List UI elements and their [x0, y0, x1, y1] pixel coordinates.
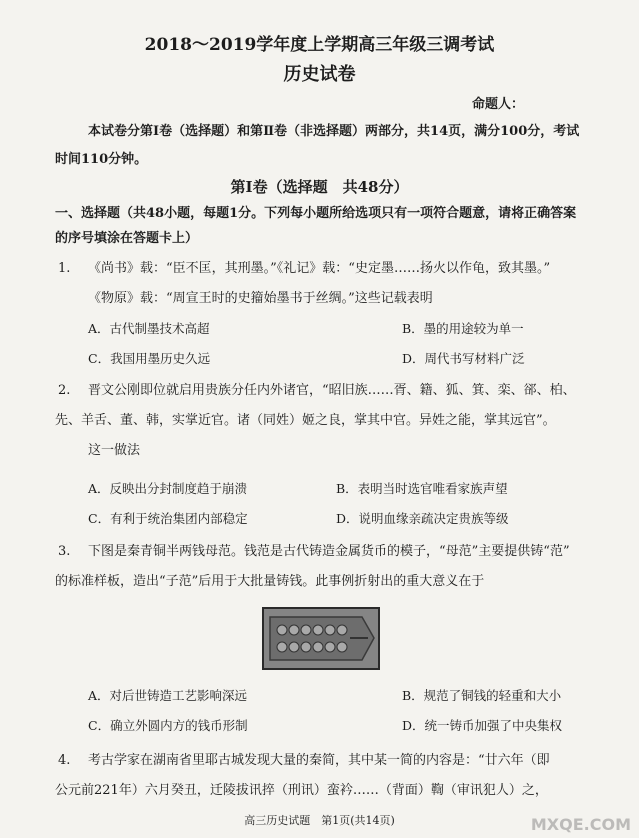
question-4-stem-2: 公元前221年）六月癸丑，迁陵拔讯捽（刑讯）蛮衿……（背面）鞫（审讯犯人）之， [55, 783, 548, 798]
author-label: 命题人： [472, 97, 525, 112]
question-2-option-a[interactable]: A．反映出分封制度趋于崩溃 [88, 481, 248, 496]
question-1-stem-1: 《尚书》载：“臣不匡，其刑墨。”《礼记》载：“史定墨……扬火以作龟，致其墨。” [88, 261, 551, 276]
question-3-option-c[interactable]: C．确立外圆内方的钱币形制 [88, 718, 248, 733]
watermark: MXQE.COM [530, 815, 631, 834]
question-4-number: 4. [58, 753, 71, 768]
question-2-option-b[interactable]: B．表明当时选官唯看家族声望 [336, 481, 508, 496]
question-1-option-a[interactable]: A．古代制墨技术高超 [88, 321, 210, 336]
intro-line-1: 本试卷分第Ⅰ卷（选择题）和第Ⅱ卷（非选择题）两部分，共14页，满分100分，考试 [88, 124, 580, 139]
question-1-option-b[interactable]: B．墨的用途较为单一 [402, 321, 524, 336]
question-4-stem-1: 考古学家在湖南省里耶古城发现大量的秦简，其中某一简的内容是：“廿六年（即 [88, 753, 550, 768]
question-1-option-d[interactable]: D．周代书写材料广泛 [402, 351, 525, 366]
question-3-number: 3. [58, 544, 71, 559]
question-1-stem-2: 《物原》载：“周宣王时的史籀始墨书于丝绸。”这些记载表明 [88, 291, 433, 306]
instruction-line-1: 一、选择题（共48小题，每题1分。下列每小题所给选项只有一项符合题意，请将正确答案 [55, 206, 577, 221]
question-2-number: 2. [58, 383, 71, 398]
question-3-stem-2: 的标准样板，造出“子范”后用于大批量铸钱。此事例折射出的重大意义在于 [55, 574, 485, 589]
question-2-option-c[interactable]: C．有利于统治集团内部稳定 [88, 511, 248, 526]
instruction-line-2: 的序号填涂在答题卡上） [55, 231, 199, 246]
coin-mold-drawing [264, 609, 378, 668]
question-2-stem-1: 晋文公刚即位就启用贵族分任内外诸官，“昭旧族……胥、籍、狐、箕、栾、郤、柏、 [88, 383, 576, 398]
question-3-option-d[interactable]: D．统一铸币加强了中央集权 [402, 718, 563, 733]
question-2-stem-2: 先、羊舌、董、韩，实掌近官。诸（同姓）姬之良，掌其中官。异姓之能，掌其远官”。 [55, 413, 556, 428]
exam-subtitle: 历史试卷 [283, 64, 356, 85]
coin-mold-image [262, 607, 380, 670]
page-footer: 高三历史试题 第1页(共14页) [244, 814, 395, 827]
exam-title: 2018～2019学年度上学期高三年级三调考试 [144, 35, 495, 55]
section-title: 第Ⅰ卷（选择题 共48分） [230, 178, 409, 196]
question-1-option-c[interactable]: C．我国用墨历史久远 [88, 351, 211, 366]
intro-line-2: 时间110分钟。 [55, 152, 148, 167]
question-3-option-a[interactable]: A．对后世铸造工艺影响深远 [88, 688, 248, 703]
question-3-stem-1: 下图是秦青铜半两钱母范。钱范是古代铸造金属货币的模子，“母范”主要提供铸“范” [88, 544, 570, 559]
question-3-option-b[interactable]: B．规范了铜钱的轻重和大小 [402, 688, 562, 703]
question-2-stem-3: 这一做法 [88, 443, 141, 458]
question-2-option-d[interactable]: D．说明血缘亲疏决定贵族等级 [336, 511, 509, 526]
question-1-number: 1. [58, 261, 71, 276]
